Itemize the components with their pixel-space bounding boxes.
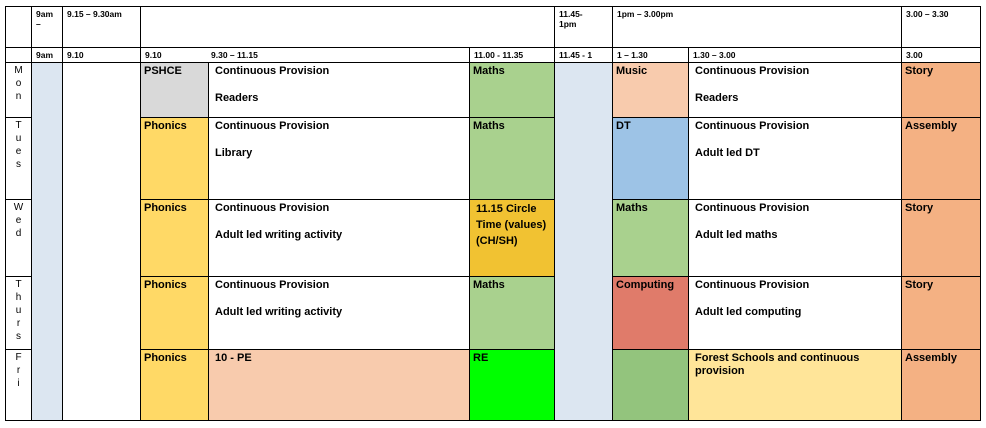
- monday-music: Music: [612, 62, 689, 118]
- wednesday-pm-title: Continuous Provision: [695, 202, 810, 214]
- friday-forest-schools: [688, 349, 902, 421]
- tuesday-pm-detail: Adult led DT: [695, 147, 760, 159]
- tuesday-provision-title: Continuous Provision: [215, 120, 330, 132]
- column-915: [62, 62, 141, 421]
- thursday-provision-title: Continuous Provision: [215, 279, 330, 291]
- header-blank: [5, 6, 32, 48]
- wednesday-provision-detail: Adult led writing activity: [215, 229, 343, 241]
- monday-provision: [208, 62, 470, 118]
- friday-green-block: [612, 349, 689, 421]
- thursday-phonics: Phonics: [140, 276, 209, 350]
- thursday-maths: Maths: [469, 276, 555, 350]
- wednesday-maths: Maths: [612, 199, 689, 277]
- tuesday-pm-title: Continuous Provision: [695, 120, 810, 132]
- wednesday-phonics: Phonics: [140, 199, 209, 277]
- subheader-1: 1 – 1.30: [612, 47, 689, 63]
- friday-assembly: Assembly: [901, 349, 981, 421]
- monday-maths: Maths: [469, 62, 555, 118]
- day-label-monday: M o n: [5, 62, 32, 118]
- header-lunch: 11.45- 1pm: [554, 6, 613, 48]
- tuesday-phonics: Phonics: [140, 117, 209, 200]
- friday-forest-title: Forest Schools and continuous provision: [695, 352, 860, 377]
- subheader-1145: 11.45 - 1: [554, 47, 613, 63]
- thursday-provision: [208, 276, 470, 350]
- column-9am: [31, 62, 63, 421]
- day-label-thursday: T h u r s: [5, 276, 32, 350]
- subheader-9am: 9am: [31, 47, 63, 63]
- subheader-blank: [5, 47, 32, 63]
- tuesday-provision: [208, 117, 470, 200]
- thursday-computing: Computing: [612, 276, 689, 350]
- header-9am: 9am –: [31, 6, 63, 48]
- subheader-910: 9.10: [62, 47, 141, 63]
- friday-phonics: Phonics: [140, 349, 209, 421]
- monday-pm-provision: [688, 62, 902, 118]
- tuesday-pm-provision: [688, 117, 902, 200]
- thursday-story: Story: [901, 276, 981, 350]
- friday-pe-title: 10 - PE: [215, 352, 252, 364]
- monday-provision-detail: Readers: [215, 92, 259, 104]
- subheader-910b: 9.10: [145, 50, 162, 60]
- thursday-pm-title: Continuous Provision: [695, 279, 810, 291]
- thursday-pm-detail: Adult led computing: [695, 306, 802, 318]
- wednesday-provision: [208, 199, 470, 277]
- monday-pm-detail: Readers: [695, 92, 739, 104]
- tuesday-provision-detail: Library: [215, 147, 253, 159]
- thursday-provision-detail: Adult led writing activity: [215, 306, 343, 318]
- subheader-1100: 11.00 - 11.35: [469, 47, 555, 63]
- tuesday-maths: Maths: [469, 117, 555, 200]
- subheader-130: 1.30 – 3.00: [688, 47, 902, 63]
- monday-pshce: PSHCE: [140, 62, 209, 118]
- wednesday-pm-provision: [688, 199, 902, 277]
- thursday-pm-provision: [688, 276, 902, 350]
- header-915: 9.15 – 9.30am: [62, 6, 141, 48]
- friday-re: RE: [469, 349, 555, 421]
- day-label-wednesday: W e d: [5, 199, 32, 277]
- header-morning: [140, 6, 555, 48]
- subheader-930: 9.30 – 11.15: [211, 50, 258, 60]
- monday-provision-title: Continuous Provision: [215, 65, 330, 77]
- tuesday-dt: DT: [612, 117, 689, 200]
- day-label-friday: F r i: [5, 349, 32, 421]
- wednesday-circle-time: 11.15 Circle Time (values) (CH/SH): [469, 199, 555, 277]
- column-lunch: [554, 62, 613, 421]
- wednesday-provision-title: Continuous Provision: [215, 202, 330, 214]
- day-label-tuesday: T u e s: [5, 117, 32, 200]
- wednesday-pm-detail: Adult led maths: [695, 229, 778, 241]
- monday-pm-title: Continuous Provision: [695, 65, 810, 77]
- header-afternoon: 1pm – 3.00pm: [612, 6, 902, 48]
- subheader-morning: [140, 47, 470, 63]
- monday-story: Story: [901, 62, 981, 118]
- subheader-300: 3.00: [901, 47, 981, 63]
- wednesday-story: Story: [901, 199, 981, 277]
- friday-pe: [208, 349, 470, 421]
- tuesday-assembly: Assembly: [901, 117, 981, 200]
- header-end: 3.00 – 3.30: [901, 6, 981, 48]
